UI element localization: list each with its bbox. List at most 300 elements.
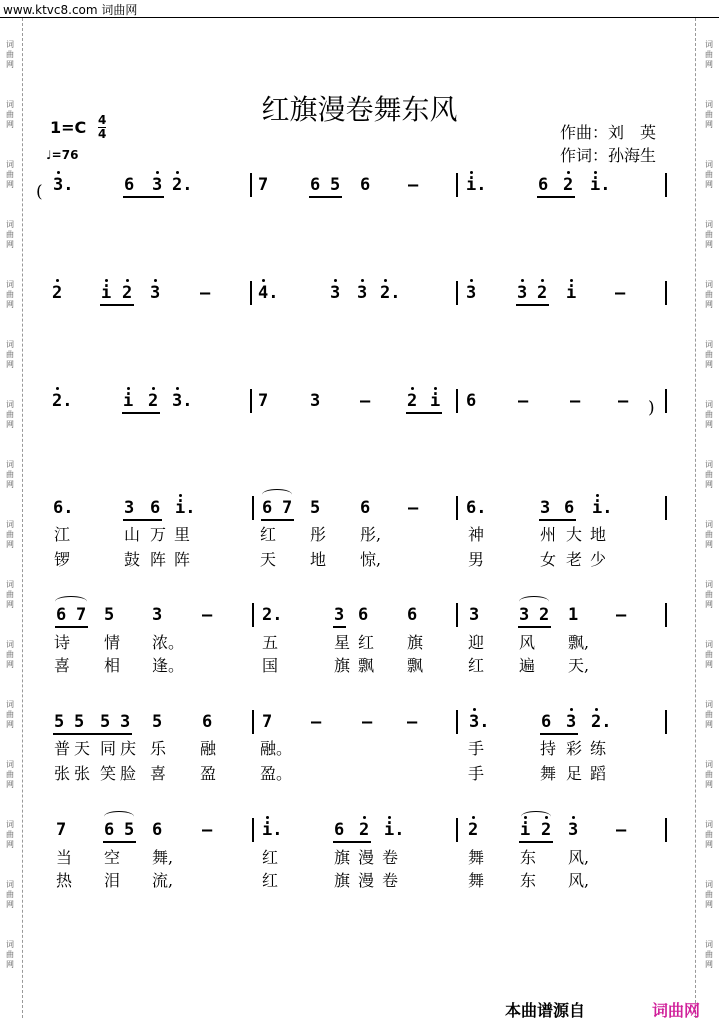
barline bbox=[250, 173, 252, 197]
lyric-char: 手 bbox=[468, 764, 485, 783]
note: 6 bbox=[564, 498, 575, 518]
lyric-char: 旗 bbox=[334, 848, 351, 867]
lyric-char: 泪 bbox=[104, 871, 121, 890]
note: 3 bbox=[124, 498, 135, 518]
lyric-char: 女 bbox=[540, 550, 557, 569]
barline bbox=[252, 818, 254, 842]
note: 7 bbox=[76, 605, 87, 625]
watermark-group: 词 曲 网 bbox=[705, 160, 713, 189]
lyric-char: 持 bbox=[540, 739, 557, 758]
watermark-group: 词 曲 网 bbox=[6, 520, 14, 549]
slur bbox=[519, 596, 549, 607]
slur bbox=[262, 489, 292, 500]
note: 6 bbox=[360, 175, 371, 195]
note: 2 bbox=[52, 283, 63, 303]
note: 6 bbox=[124, 175, 135, 195]
watermark-group: 词 曲 网 bbox=[705, 940, 713, 969]
octave-dot bbox=[127, 387, 130, 390]
lyric-char: 红 bbox=[262, 848, 279, 867]
watermark-left bbox=[4, 40, 16, 1000]
note: 6 bbox=[262, 498, 273, 518]
lyric-char: 盈 bbox=[200, 764, 217, 783]
watermark-group: 词 曲 网 bbox=[6, 220, 14, 249]
note: 3 bbox=[466, 283, 477, 303]
source-brand: 词曲网 bbox=[652, 1001, 701, 1020]
note: 2. bbox=[52, 391, 73, 411]
watermark-group: 词 曲 网 bbox=[705, 40, 713, 69]
octave-dot bbox=[57, 171, 60, 174]
note: 2 bbox=[563, 175, 574, 195]
watermark-group: 词 曲 网 bbox=[705, 760, 713, 789]
lyric-char: 手 bbox=[468, 739, 485, 758]
note: 2 bbox=[539, 605, 550, 625]
lyric-char: 张 bbox=[74, 764, 91, 783]
lyric-char: 旗 bbox=[334, 871, 351, 890]
lyric-char: 东 bbox=[520, 848, 537, 867]
note: 3. bbox=[172, 391, 193, 411]
lyricist-credit: 作词：孙海生 bbox=[560, 146, 657, 165]
note: – bbox=[518, 391, 529, 411]
barline bbox=[665, 173, 667, 197]
note: 2 bbox=[537, 283, 548, 303]
note: – bbox=[202, 820, 213, 840]
barline bbox=[665, 603, 667, 627]
lyric-char: 融 bbox=[200, 739, 217, 758]
beam bbox=[516, 304, 549, 306]
beam bbox=[539, 519, 576, 521]
octave-dot bbox=[570, 279, 573, 282]
note: i bbox=[430, 391, 441, 411]
note: 6 bbox=[360, 498, 371, 518]
left-margin-line bbox=[22, 18, 23, 1018]
note: 3 bbox=[152, 605, 163, 625]
note: 2 bbox=[407, 391, 418, 411]
note: 3 bbox=[310, 391, 321, 411]
lyric-char: 阵 bbox=[174, 550, 191, 569]
watermark-group: 词 曲 网 bbox=[705, 100, 713, 129]
octave-dot bbox=[152, 387, 155, 390]
note: 6 bbox=[104, 820, 115, 840]
note: i. bbox=[175, 498, 196, 518]
watermark-group: 词 曲 网 bbox=[6, 640, 14, 669]
lyric-char: 大 bbox=[566, 525, 583, 544]
beam bbox=[333, 841, 371, 843]
beam bbox=[122, 412, 160, 414]
watermark-group: 词 曲 网 bbox=[6, 100, 14, 129]
note: 7 bbox=[258, 391, 269, 411]
lyric-char: 鼓 bbox=[124, 550, 141, 569]
octave-dot bbox=[596, 494, 599, 497]
lyric-char: 迎 bbox=[468, 633, 485, 652]
note: – bbox=[200, 283, 211, 303]
beam bbox=[100, 304, 134, 306]
note: 7 bbox=[262, 712, 273, 732]
lyric-char: 天, bbox=[568, 656, 590, 675]
octave-dot bbox=[126, 279, 129, 282]
octave-dot bbox=[363, 816, 366, 819]
watermark-group: 词 曲 网 bbox=[6, 880, 14, 909]
note: 5 bbox=[74, 712, 85, 732]
note: 1 bbox=[568, 605, 579, 625]
note: – bbox=[408, 498, 419, 518]
lyric-char: 风 bbox=[519, 633, 536, 652]
watermark-group: 词 曲 网 bbox=[6, 760, 14, 789]
note: – bbox=[311, 712, 322, 732]
note: 6 bbox=[466, 391, 477, 411]
octave-dot bbox=[595, 708, 598, 711]
watermark-group: 词 曲 网 bbox=[6, 400, 14, 429]
lyric-char: 天 bbox=[74, 739, 91, 758]
note: 2 bbox=[541, 820, 552, 840]
watermark-group: 词 曲 网 bbox=[705, 820, 713, 849]
barline bbox=[456, 173, 458, 197]
lyric-char: 州 bbox=[540, 525, 557, 544]
lyric-char: 情 bbox=[104, 633, 121, 652]
watermark-group: 词 曲 网 bbox=[705, 280, 713, 309]
lyric-char: 天 bbox=[260, 550, 277, 569]
lyric-char: 诗 bbox=[54, 633, 71, 652]
note: 3 bbox=[566, 712, 577, 732]
top-rule bbox=[0, 17, 719, 18]
key-signature: 1=C bbox=[50, 118, 87, 137]
octave-dot bbox=[154, 279, 157, 282]
lyric-char: 红 bbox=[468, 656, 485, 675]
note: 3 bbox=[334, 605, 345, 625]
slur bbox=[104, 811, 134, 822]
lyric-char: 锣 bbox=[54, 550, 71, 569]
lyric-char: 卷 bbox=[382, 871, 399, 890]
note: 5 bbox=[310, 498, 321, 518]
beam bbox=[123, 196, 164, 198]
beam bbox=[53, 733, 132, 735]
note: i. bbox=[592, 498, 613, 518]
lyric-char: 地 bbox=[590, 525, 607, 544]
note: 5 bbox=[330, 175, 341, 195]
barline bbox=[456, 603, 458, 627]
lyric-char: 当 bbox=[56, 848, 73, 867]
beam bbox=[519, 841, 553, 843]
note: – bbox=[407, 712, 418, 732]
lyric-char: 红 bbox=[262, 871, 279, 890]
octave-dot bbox=[105, 279, 108, 282]
note: – bbox=[616, 605, 627, 625]
lyric-char: 舞 bbox=[468, 848, 485, 867]
note: 2. bbox=[262, 605, 283, 625]
note: 3 bbox=[519, 605, 530, 625]
beam bbox=[261, 519, 294, 521]
tempo-value: =76 bbox=[51, 148, 79, 162]
note: – bbox=[616, 820, 627, 840]
watermark-group: 词 曲 网 bbox=[6, 340, 14, 369]
lyric-char: 舞, bbox=[152, 848, 174, 867]
barline bbox=[456, 281, 458, 305]
octave-dot bbox=[361, 279, 364, 282]
note: i bbox=[566, 283, 577, 303]
note: 6 bbox=[152, 820, 163, 840]
lyric-char: 相 bbox=[104, 656, 121, 675]
note: 3 bbox=[330, 283, 341, 303]
lyric-char: 舞 bbox=[540, 764, 557, 783]
beam bbox=[309, 196, 342, 198]
watermark-group: 词 曲 网 bbox=[705, 400, 713, 429]
meter-top: 4 bbox=[98, 113, 107, 127]
octave-dot bbox=[572, 816, 575, 819]
note: i. bbox=[590, 175, 611, 195]
time-signature bbox=[98, 114, 106, 141]
watermark-group: 词 曲 网 bbox=[6, 160, 14, 189]
octave-dot bbox=[411, 387, 414, 390]
note: 7 bbox=[258, 175, 269, 195]
lyric-char: 山 bbox=[124, 525, 141, 544]
watermark-group: 词 曲 网 bbox=[6, 820, 14, 849]
lyric-char: 遍 bbox=[519, 656, 536, 675]
octave-dot bbox=[473, 708, 476, 711]
beam bbox=[540, 733, 578, 735]
note: – bbox=[202, 605, 213, 625]
lyric-char: 浓。 bbox=[152, 633, 185, 652]
barline bbox=[252, 710, 254, 734]
barline bbox=[252, 603, 254, 627]
lyric-char: 笑 bbox=[100, 764, 117, 783]
octave-dot bbox=[521, 279, 524, 282]
octave-dot bbox=[179, 494, 182, 497]
octave-dot bbox=[570, 708, 573, 711]
watermark-group: 词 曲 网 bbox=[705, 580, 713, 609]
watermark-group: 词 曲 网 bbox=[705, 340, 713, 369]
lyric-char: 旗 bbox=[334, 656, 351, 675]
close-paren: ) bbox=[648, 398, 655, 418]
note: 3 bbox=[517, 283, 528, 303]
lyric-char: 热 bbox=[56, 871, 73, 890]
lyric-char: 少 bbox=[590, 550, 607, 569]
lyric-char: 流, bbox=[152, 871, 174, 890]
note: 6 bbox=[334, 820, 345, 840]
note: 2 bbox=[468, 820, 479, 840]
lyric-char: 国 bbox=[262, 656, 279, 675]
barline bbox=[250, 281, 252, 305]
lyric-char: 五 bbox=[262, 633, 279, 652]
lyric-char: 红 bbox=[358, 633, 375, 652]
song-title: 红旗漫卷舞东风 bbox=[261, 93, 458, 126]
lyric-char: 空 bbox=[104, 848, 121, 867]
lyric-char: 红 bbox=[260, 525, 277, 544]
barline bbox=[250, 389, 252, 413]
octave-dot bbox=[434, 387, 437, 390]
note: 2 bbox=[359, 820, 370, 840]
note: 3 bbox=[568, 820, 579, 840]
watermark-group: 词 曲 网 bbox=[6, 940, 14, 969]
barline bbox=[456, 389, 458, 413]
octave-dot bbox=[176, 171, 179, 174]
octave-dot bbox=[56, 279, 59, 282]
watermark-group: 词 曲 网 bbox=[6, 460, 14, 489]
lyric-char: 里 bbox=[174, 525, 191, 544]
lyric-char: 阵 bbox=[150, 550, 167, 569]
lyric-char: 漫 bbox=[358, 848, 375, 867]
watermark-group: 词 曲 网 bbox=[6, 280, 14, 309]
composer-credit: 作曲：刘 英 bbox=[560, 123, 657, 142]
note: 6 bbox=[358, 605, 369, 625]
note: 2. bbox=[380, 283, 401, 303]
site-header: www.ktvc8.com 词曲网 bbox=[3, 3, 138, 17]
barline bbox=[665, 818, 667, 842]
open-paren: ( bbox=[36, 182, 43, 202]
octave-dot bbox=[472, 816, 475, 819]
beam bbox=[406, 412, 442, 414]
octave-dot bbox=[567, 171, 570, 174]
note: i bbox=[101, 283, 112, 303]
note: 2. bbox=[172, 175, 193, 195]
lyric-char: 卷 bbox=[382, 848, 399, 867]
lyric-char: 舞 bbox=[468, 871, 485, 890]
lyric-char: 庆 bbox=[120, 739, 137, 758]
lyric-char: 旗 bbox=[407, 633, 424, 652]
note: 4. bbox=[258, 283, 279, 303]
lyric-char: 万 bbox=[150, 525, 167, 544]
octave-dot bbox=[266, 816, 269, 819]
note: – bbox=[615, 283, 626, 303]
beam bbox=[518, 626, 551, 628]
tempo-marking: ♩=76 bbox=[46, 148, 79, 162]
right-margin-line bbox=[695, 18, 696, 1018]
note: 6 bbox=[541, 712, 552, 732]
lyric-char: 漫 bbox=[358, 871, 375, 890]
note: 5 bbox=[100, 712, 111, 732]
note: i bbox=[123, 391, 134, 411]
note: – bbox=[362, 712, 373, 732]
note: – bbox=[618, 391, 629, 411]
note: 3 bbox=[120, 712, 131, 732]
watermark-group: 词 曲 网 bbox=[705, 520, 713, 549]
note: – bbox=[408, 175, 419, 195]
octave-dot bbox=[384, 279, 387, 282]
barline bbox=[252, 496, 254, 520]
watermark-group: 词 曲 网 bbox=[6, 580, 14, 609]
source-text: 本曲谱源自 bbox=[505, 1001, 586, 1020]
note: 6 bbox=[56, 605, 67, 625]
lyric-char: 逢。 bbox=[152, 656, 185, 675]
note: i bbox=[520, 820, 531, 840]
lyric-char: 喜 bbox=[150, 764, 167, 783]
note: 5 bbox=[152, 712, 163, 732]
note: 3 bbox=[152, 175, 163, 195]
note: 3 bbox=[469, 605, 480, 625]
barline bbox=[456, 710, 458, 734]
octave-dot bbox=[541, 279, 544, 282]
octave-dot bbox=[56, 387, 59, 390]
lyric-char: 普 bbox=[54, 739, 71, 758]
barline bbox=[665, 389, 667, 413]
watermark-group: 词 曲 网 bbox=[705, 640, 713, 669]
octave-dot bbox=[470, 171, 473, 174]
meter-bottom: 4 bbox=[98, 127, 107, 141]
lyric-char: 东 bbox=[520, 871, 537, 890]
watermark-group: 词 曲 网 bbox=[705, 880, 713, 909]
note: 5 bbox=[54, 712, 65, 732]
lyric-char: 同 bbox=[100, 739, 117, 758]
lyric-char: 彤, bbox=[360, 525, 382, 544]
note: 3. bbox=[469, 712, 490, 732]
lyric-char: 江 bbox=[54, 525, 71, 544]
note: 5 bbox=[104, 605, 115, 625]
watermark-group: 词 曲 网 bbox=[6, 700, 14, 729]
lyric-char: 老 bbox=[566, 550, 583, 569]
barline bbox=[665, 710, 667, 734]
note: 6 bbox=[538, 175, 549, 195]
lyric-char: 足 bbox=[566, 764, 583, 783]
note: – bbox=[570, 391, 581, 411]
lyric-char: 飘 bbox=[407, 656, 424, 675]
watermark-group: 词 曲 网 bbox=[705, 700, 713, 729]
note: i. bbox=[384, 820, 405, 840]
beam bbox=[537, 196, 575, 198]
lyric-char: 张 bbox=[54, 764, 71, 783]
note: 6 bbox=[407, 605, 418, 625]
lyric-char: 喜 bbox=[54, 656, 71, 675]
slur bbox=[55, 596, 87, 607]
note: 6. bbox=[53, 498, 74, 518]
watermark-right bbox=[703, 40, 715, 1000]
lyric-char: 练 bbox=[590, 739, 607, 758]
note: 6 bbox=[150, 498, 161, 518]
octave-dot bbox=[156, 171, 159, 174]
lyric-char: 彤 bbox=[310, 525, 327, 544]
note: 3 bbox=[150, 283, 161, 303]
lyric-char: 蹈 bbox=[590, 764, 607, 783]
octave-dot bbox=[334, 279, 337, 282]
note: 3 bbox=[540, 498, 551, 518]
watermark-group: 词 曲 网 bbox=[705, 460, 713, 489]
note: – bbox=[360, 391, 371, 411]
note: 3. bbox=[53, 175, 74, 195]
lyric-char: 飘 bbox=[358, 656, 375, 675]
lyric-char: 融。 bbox=[260, 739, 293, 758]
octave-dot bbox=[470, 279, 473, 282]
lyric-char: 神 bbox=[468, 525, 485, 544]
note: i. bbox=[466, 175, 487, 195]
note: 6 bbox=[202, 712, 213, 732]
lyric-char: 脸 bbox=[120, 764, 137, 783]
octave-dot bbox=[262, 279, 265, 282]
note: 7 bbox=[282, 498, 293, 518]
note: i. bbox=[262, 820, 283, 840]
lyric-char: 星 bbox=[334, 633, 351, 652]
lyric-char: 风, bbox=[568, 848, 590, 867]
octave-dot bbox=[388, 816, 391, 819]
barline bbox=[456, 818, 458, 842]
note: 5 bbox=[124, 820, 135, 840]
barline bbox=[665, 496, 667, 520]
lyric-char: 彩 bbox=[566, 739, 583, 758]
note: 6 bbox=[310, 175, 321, 195]
note: 7 bbox=[56, 820, 67, 840]
watermark-group: 词 曲 网 bbox=[705, 220, 713, 249]
lyric-char: 惊, bbox=[360, 550, 382, 569]
slur bbox=[521, 811, 551, 822]
beam bbox=[103, 841, 136, 843]
note: 2 bbox=[148, 391, 159, 411]
barline bbox=[665, 281, 667, 305]
lyric-char: 地 bbox=[310, 550, 327, 569]
note: 2 bbox=[122, 283, 133, 303]
beam bbox=[333, 626, 346, 628]
lyric-char: 盈。 bbox=[260, 764, 293, 783]
watermark-group: 词 曲 网 bbox=[6, 40, 14, 69]
beam bbox=[123, 519, 162, 521]
note: 3 bbox=[357, 283, 368, 303]
barline bbox=[456, 496, 458, 520]
lyric-char: 男 bbox=[468, 550, 485, 569]
